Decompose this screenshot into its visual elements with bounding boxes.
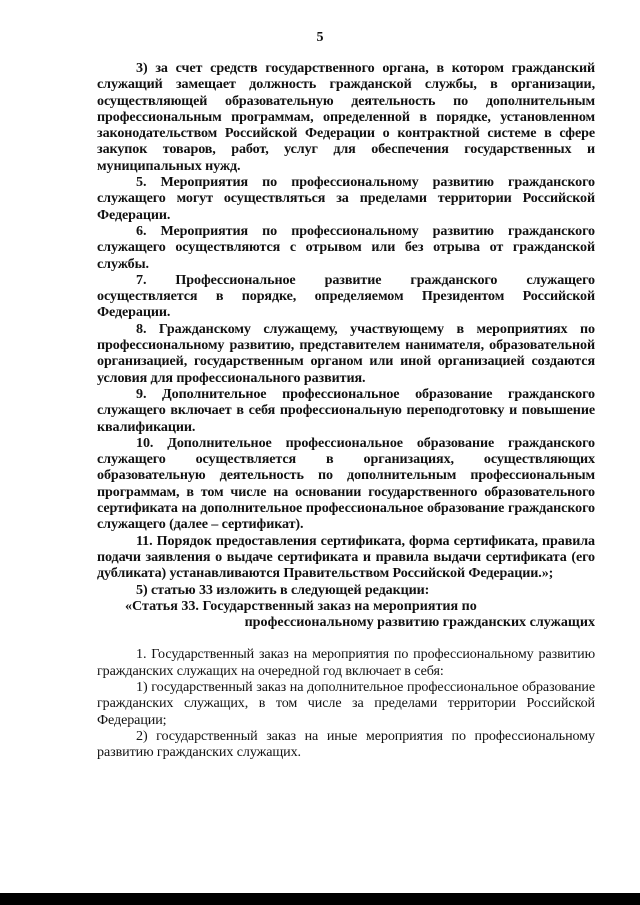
paragraph-amendment-intro: 5) статью 33 изложить в следующей редакции: [136,581,430,598]
paragraph-7-procedure: 7. Профессиональное развитие гражданского служащего осуществляется в порядке, определяемом Президентом Российской Федерации. [97,271,595,321]
paragraph-11-certificate: 11. Порядок предоставления сертификата, форма сертификата, правила подачи заявления о выдаче сертификата и правила выдачи сертификата (его дубликата) устанавливаются Правительством Российской Федерации.»; [97,532,595,582]
document-body [97,60,595,760]
paragraph-8-conditions: 8. Гражданскому служащему, участвующему в мероприятиях по профессиональному развитию, представителем нанимателя, образовательной организацией, государственным органом или иной организацией создаются условия для профессионального развития. [97,320,595,386]
heading-spacer [97,630,595,646]
article-title-line2: профессиональному развитию гражданских служащих [244,614,595,631]
page-number: 5 [316,30,324,45]
article-item-2: 2) государственный заказ на иные мероприятия по профессиональному развитию гражданских служащих. [97,727,595,761]
article-prefix: «Статья 33. [125,597,199,614]
article-title-line1: Государственный заказ на мероприятия по [202,597,477,614]
paragraph-10-organizations: 10. Дополнительное профессиональное образование гражданского служащего осуществляется в организациях, осуществляющих образовательную деятельность по дополнительным профессиональным программам, в том числе на основании государственного образовательного сертификата на дополнительное профессиональное образование гражданского служащего (далее – сертификат). [97,434,595,533]
paragraph-3-funding: 3) за счет средств государственного органа, в котором гражданский служащий замещает должность гражданской службы, в организации, осуществляющей образовательную деятельность по дополнительным профессиональным программам, определенной в порядке, установленном законодательством Российской Федерации о контрактной системе в сфере закупок товаров, работ, услуг для обеспечения государственных и муниципальных нужд. [97,60,595,174]
paragraph-9-education: 9. Дополнительное профессиональное образование гражданского служащего включает в себя профессиональную переподготовку и повышение квалификации. [97,385,595,435]
article-paragraph-1: 1. Государственный заказ на мероприятия по профессиональному развитию гражданских служащих на очередной год включает в себя: [97,646,595,679]
scan-edge-bar [0,893,640,905]
article-item-1: 1) государственный заказ на дополнительное профессиональное образование гражданских служащих, в том числе за пределами территории Российской Федерации; [97,678,595,728]
paragraph-6-leave: 6. Мероприятия по профессиональному развитию гражданского служащего осуществляются с отрывом или без отрыва от гражданской службы. [97,222,595,272]
paragraph-5-abroad: 5. Мероприятия по профессиональному развитию гражданского служащего могут осуществляться за пределами территории Российской Федерации. [97,174,595,223]
article-heading [97,598,595,614]
